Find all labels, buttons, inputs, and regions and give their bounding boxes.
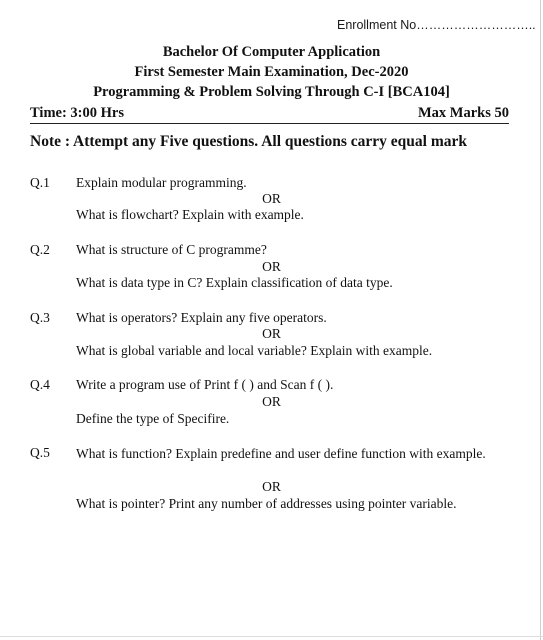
question-part-a: What is structure of C programme? bbox=[76, 242, 267, 257]
question-part-a: What is operators? Explain any five operators. bbox=[76, 310, 327, 325]
or-separator: OR bbox=[262, 191, 281, 206]
or-separator: OR bbox=[262, 326, 281, 341]
question-part-a: Write a program use of Print f ( ) and Scan f ( ). bbox=[76, 377, 334, 392]
header-divider bbox=[30, 123, 509, 124]
question-part-b: What is flowchart? Explain with example. bbox=[76, 207, 304, 222]
question-part-a: What is function? Explain predefine and user define function with example. bbox=[76, 446, 486, 461]
question-number: Q.1 bbox=[30, 175, 50, 190]
question-part-b: What is data type in C? Explain classification of data type. bbox=[76, 275, 393, 290]
question-part-b: What is global variable and local variable? Explain with example. bbox=[76, 343, 433, 358]
program-title: Bachelor Of Computer Application bbox=[162, 44, 381, 60]
page-edge-bottom bbox=[0, 636, 543, 637]
course-title: Programming & Problem Solving Through C-I [BCA104] bbox=[93, 84, 450, 100]
exam-title: First Semester Main Examination, Dec-2020 bbox=[134, 64, 409, 80]
question-part-a: Explain modular programming. bbox=[76, 175, 247, 190]
instructions-note: Note : Attempt any Five questions. All questions carry equal mark bbox=[30, 133, 468, 150]
enrollment-number-line: Enrollment No……………………….. bbox=[337, 18, 536, 32]
question-part-b: Define the type of Specifire. bbox=[76, 411, 230, 426]
question-part-b: What is pointer? Print any number of addresses using pointer variable. bbox=[76, 496, 457, 511]
max-marks: Max Marks 50 bbox=[417, 105, 509, 121]
question-number: Q.4 bbox=[30, 377, 50, 392]
question-number: Q.3 bbox=[30, 310, 50, 325]
or-separator: OR bbox=[262, 259, 281, 274]
question-number: Q.2 bbox=[30, 242, 50, 257]
exam-duration: Time: 3:00 Hrs bbox=[30, 105, 124, 121]
or-separator: OR bbox=[262, 394, 281, 409]
or-separator: OR bbox=[262, 479, 281, 494]
question-number: Q.5 bbox=[30, 445, 50, 460]
